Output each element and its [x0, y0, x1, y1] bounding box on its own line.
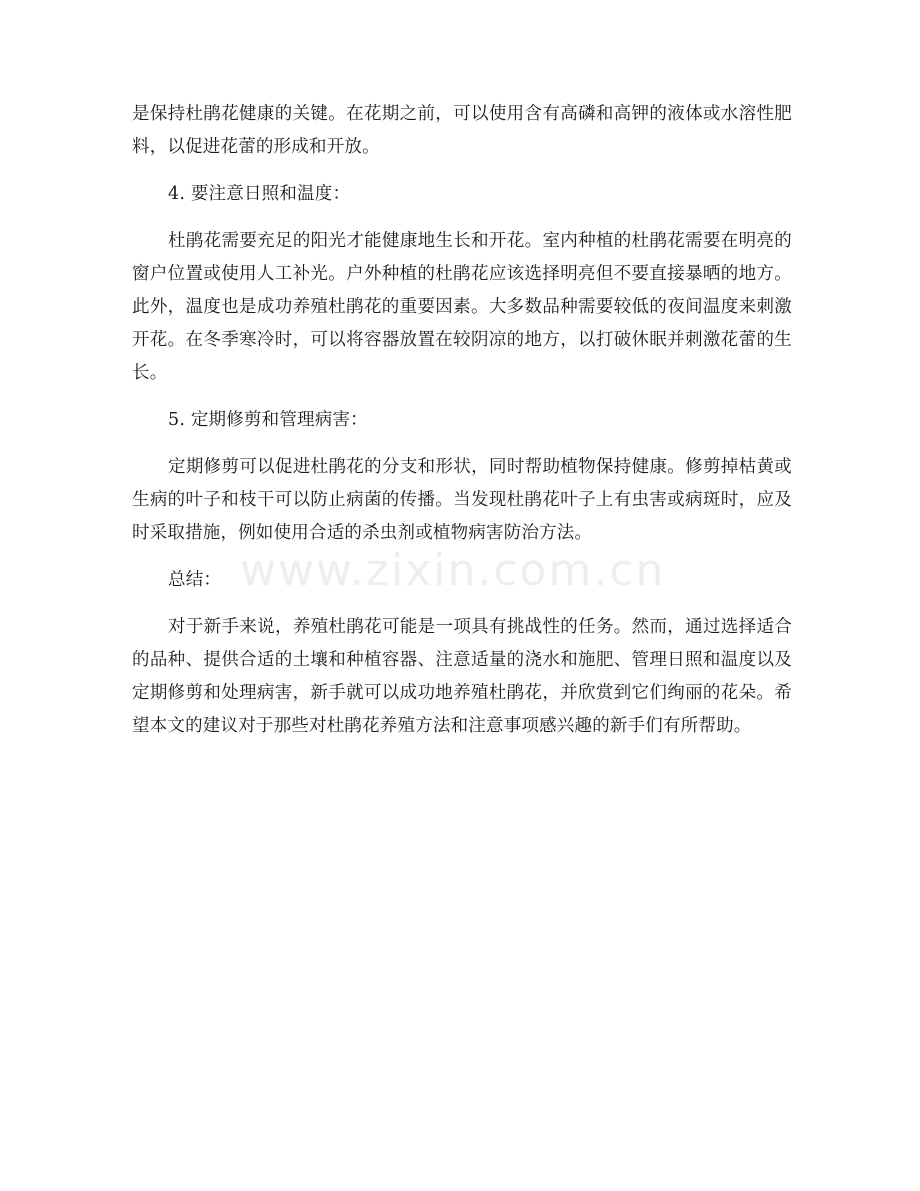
section-heading-pruning-disease: 5. 定期修剪和管理病害： — [168, 410, 368, 430]
paragraph-sunlight-temperature: 杜鹃花需要充足的阳光才能健康地生长和开花。室内种植的杜鹃花需要在明亮的窗户位置或使用人工补光。户外种植的杜鹃花应该选择明亮但不要直接暴晒的地方。此外，温度也是成功养殖杜鹃花的重要因素。大多数品种需要较低的夜间温度来刺激开花。在冬季寒冷时，可以将容器放置在较阴凉的地方，以打破休眠并刺激花蕾的生长。 — [132, 231, 792, 383]
watermark: www.zixin.com.cn — [240, 545, 666, 596]
document-body — [132, 98, 792, 757]
section-heading-summary: 总结： — [168, 570, 222, 590]
paragraph-continuation: 是保持杜鹃花健康的关键。在花期之前，可以使用含有高磷和高钾的液体或水溶性肥料，以促进花蕾的形成和开放。 — [132, 104, 792, 157]
paragraph-summary: 对于新手来说，养殖杜鹃花可能是一项具有挑战性的任务。然而，通过选择适合的品种、提供合适的土壤和种植容器、注意适量的浇水和施肥、管理日照和温度以及定期修剪和处理病害，新手就可以成功地养殖杜鹃花，并欣赏到它们绚丽的花朵。希望本文的建议对于那些对杜鹃花养殖方法和注意事项感兴趣的新手们有所帮助。 — [132, 617, 792, 736]
section-heading-sunlight-temperature: 4. 要注意日照和温度： — [168, 184, 351, 204]
paragraph-pruning-disease: 定期修剪可以促进杜鹃花的分支和形状，同时帮助植物保持健康。修剪掉枯黄或生病的叶子和枝干可以防止病菌的传播。当发现杜鹃花叶子上有虫害或病斑时，应及时采取措施，例如使用合适的杀虫剂或植物病害防治方法。 — [132, 457, 792, 543]
